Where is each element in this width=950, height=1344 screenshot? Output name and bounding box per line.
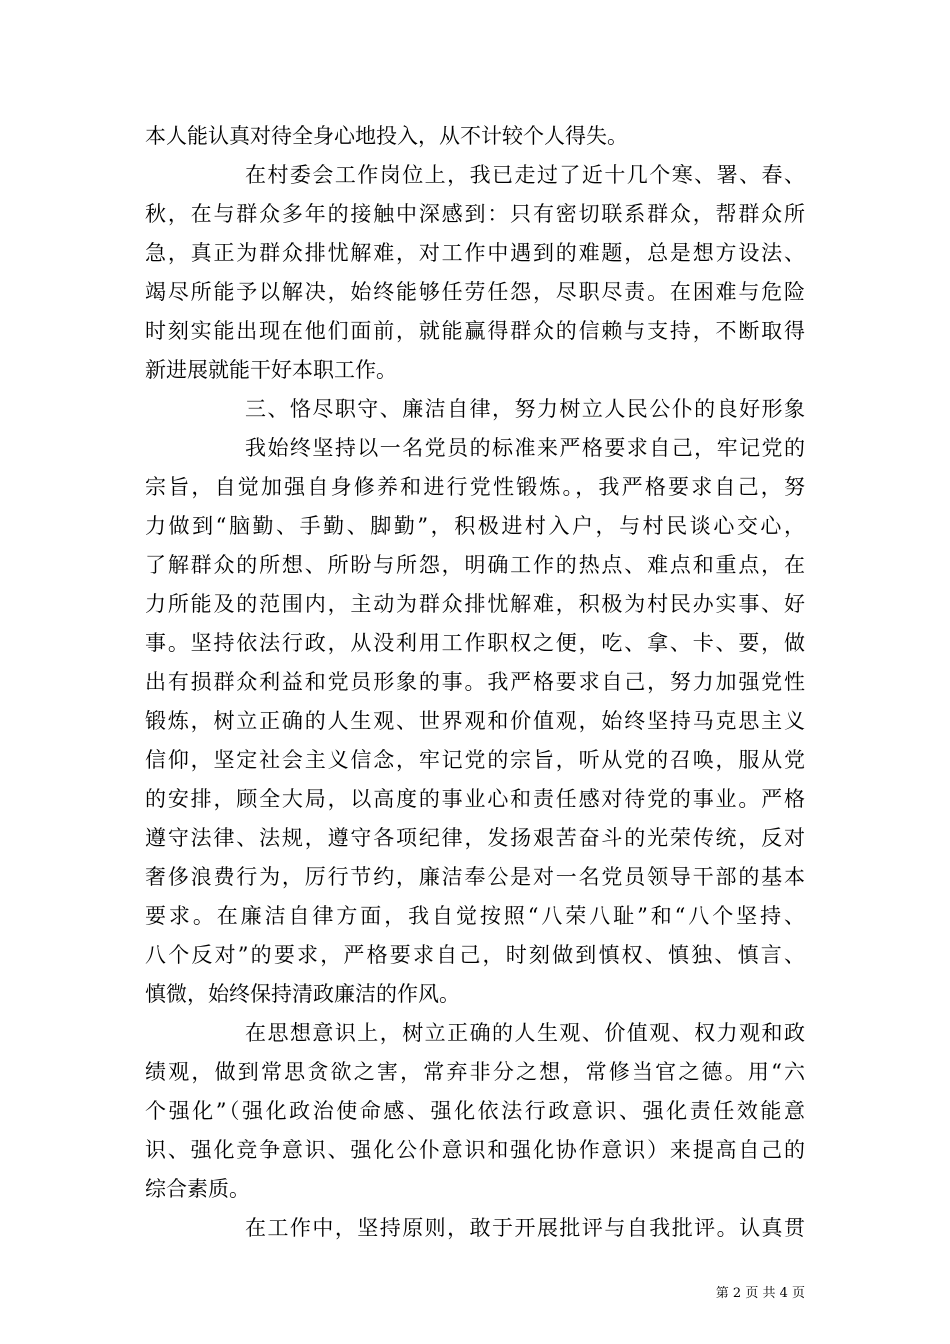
text-line: 信仰，坚定社会主义信念，牢记党的宗旨，听从党的召唤，服从党 bbox=[145, 748, 805, 772]
text-line: 识、强化竞争意识、强化公仆意识和强化协作意识）来提高自己的 bbox=[145, 1138, 805, 1162]
paragraph-start-line: 在村委会工作岗位上，我已走过了近十几个寒、署、春、 bbox=[245, 163, 805, 187]
text-line: 秋，在与群众多年的接触中深感到：只有密切联系群众，帮群众所 bbox=[145, 202, 805, 226]
text-line: 新进展就能干好本职工作。 bbox=[145, 358, 397, 382]
text-line: 八个反对”的要求，严格要求自己，时刻做到慎权、慎独、慎言、 bbox=[145, 943, 805, 967]
text-line: 绩观，做到常思贪欲之害，常弃非分之想，常修当官之德。用“六 bbox=[145, 1060, 805, 1084]
paragraph-start-line: 在思想意识上，树立正确的人生观、价值观、权力观和政 bbox=[245, 1021, 805, 1045]
text-line: 急，真正为群众排忧解难，对工作中遇到的难题，总是想方设法、 bbox=[145, 241, 805, 265]
text-line: 遵守法律、法规，遵守各项纪律，发扬艰苦奋斗的光荣传统，反对 bbox=[145, 826, 805, 850]
text-line: 了解群众的所想、所盼与所怨，明确工作的热点、难点和重点，在 bbox=[145, 553, 805, 577]
paragraph-start-line: 在工作中，坚持原则，敢于开展批评与自我批评。认真贯 bbox=[245, 1216, 805, 1240]
text-line: 本人能认真对待全身心地投入，从不计较个人得失。 bbox=[145, 124, 628, 148]
text-line: 竭尽所能予以解决，始终能够任劳任怨，尽职尽责。在困难与危险 bbox=[145, 280, 805, 304]
text-line: 奢侈浪费行为，厉行节约，廉洁奉公是对一名党员领导干部的基本 bbox=[145, 865, 805, 889]
text-line: 力所能及的范围内，主动为群众排忧解难，积极为村民办实事、好 bbox=[145, 592, 805, 616]
section-heading: 三、恪尽职守、廉洁自律，努力树立人民公仆的良好形象 bbox=[245, 397, 805, 421]
text-line: 力做到“脑勤、手勤、脚勤”，积极进村入户，与村民谈心交心， bbox=[145, 514, 805, 538]
paragraph-start-line: 我始终坚持以一名党员的标准来严格要求自己，牢记党的 bbox=[245, 436, 805, 460]
text-line: 个强化”（强化政治使命感、强化依法行政意识、强化责任效能意 bbox=[145, 1099, 805, 1123]
text-line: 慎微，始终保持清政廉洁的作风。 bbox=[145, 982, 460, 1006]
text-line: 锻炼，树立正确的人生观、世界观和价值观，始终坚持马克思主义 bbox=[145, 709, 805, 733]
text-line: 宗旨，自觉加强自身修养和进行党性锻炼。，我严格要求自己，努 bbox=[145, 475, 805, 499]
text-line: 的安排，顾全大局，以高度的事业心和责任感对待党的事业。严格 bbox=[145, 787, 805, 811]
text-line: 出有损群众利益和党员形象的事。我严格要求自己，努力加强党性 bbox=[145, 670, 805, 694]
body-text bbox=[145, 117, 805, 1248]
text-line: 事。坚持依法行政，从没利用工作职权之便，吃、拿、卡、要，做 bbox=[145, 631, 805, 655]
text-line: 综合素质。 bbox=[145, 1177, 250, 1201]
text-line: 时刻实能出现在他们面前，就能赢得群众的信赖与支持，不断取得 bbox=[145, 319, 805, 343]
page-number-footer: 第 2 页 共 4 页 bbox=[715, 1286, 805, 1301]
text-line: 要求。在廉洁自律方面，我自觉按照“八荣八耻”和“八个坚持、 bbox=[145, 904, 805, 928]
